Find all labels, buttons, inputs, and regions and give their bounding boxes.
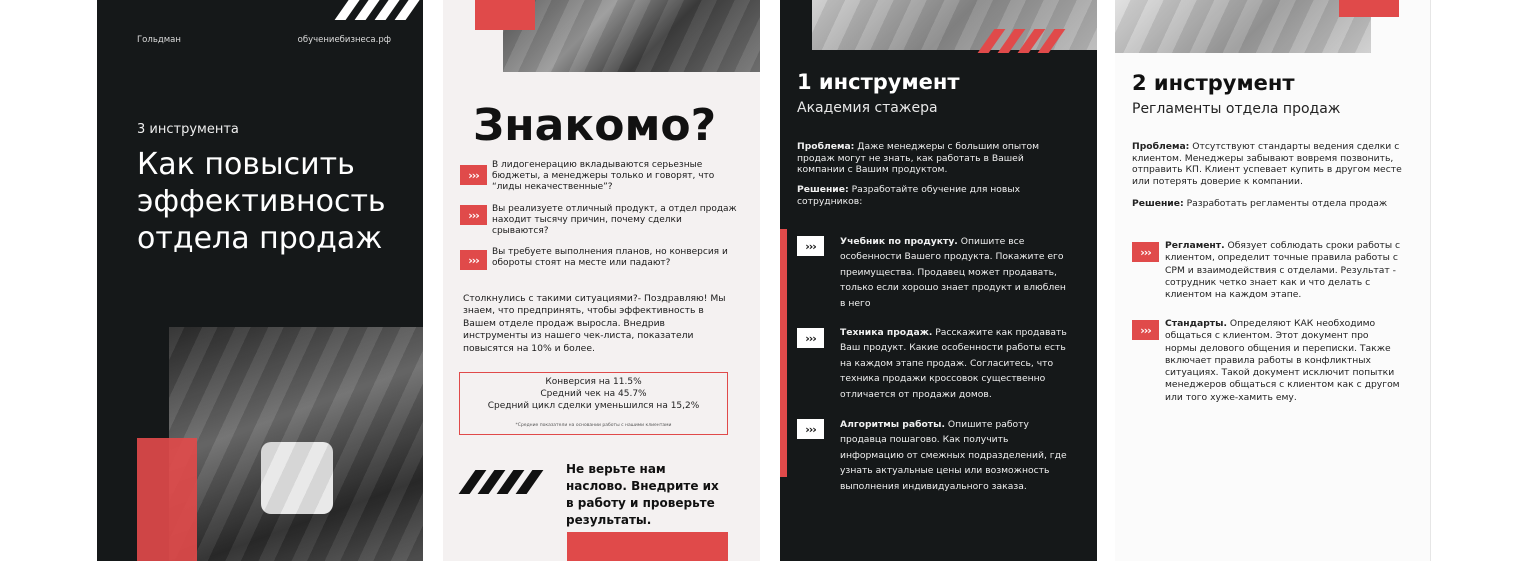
cta-text: Не верьте нам наслово. Внедрите их в работу и проверьте результаты. [566, 462, 719, 527]
bullet-text: В лидогенерацию вкладываются серьезные бюджеты, а менеджеры только и говорят, что “лиды некачественные”? [492, 160, 715, 192]
solution-text [1132, 198, 1405, 210]
cover-title-line: эффективность [137, 184, 386, 219]
cover-title-line: отдела продаж [137, 221, 383, 256]
red-accent-block [567, 532, 728, 561]
item-body: Определяют КАК необходимо общаться с клиентом. Этот документ про нормы делового общения и переписки. Также включает правила работы в конфликтных ситуациях. Такой документ исключит попытки менеджеров общаться с клиентом как с другом или того хуже-хамить ему. [1165, 318, 1400, 403]
problem-label: Проблема: [1132, 141, 1190, 152]
payment-terminal-photo [169, 327, 423, 561]
card-payment-photo [503, 0, 760, 72]
solution-label: Решение: [1132, 198, 1184, 209]
cover-panel [97, 0, 423, 561]
tool2-panel [1115, 0, 1431, 561]
arrow-icon: ››› [797, 236, 824, 256]
problem-body: Даже менеджеры с большим опытом продаж могут не знать, как работать в Вашей компании с Вашим продуктом. [797, 141, 1040, 176]
documents-photo [1115, 0, 1371, 53]
red-accent-bar [137, 438, 197, 561]
author-name: Гольдман [137, 35, 181, 45]
tool-subtitle: Академия стажера [797, 100, 938, 116]
arrow-icon: ››› [460, 165, 487, 185]
item-label: Учебник по продукту. [840, 236, 958, 247]
item-body: Опишите все особенности Вашего продукта. Покажите его преимущества. Продавец может продавать, только если хорошо знает продукт и влюблен в него [840, 236, 1066, 309]
stat-line: Средний чек на 45.7% [540, 389, 647, 399]
tool-item [1165, 240, 1401, 301]
item-label: Регламент. [1165, 240, 1225, 251]
card-reader-image [261, 442, 333, 514]
arrow-icon: ››› [1132, 242, 1159, 262]
tool-item [840, 234, 1068, 311]
familiar-heading: Знакомо? [473, 100, 717, 151]
stats-footnote: *Средние показатели на основании работы с нашими клиентами [515, 423, 672, 428]
problem-label: Проблема: [797, 141, 855, 152]
tool-item [840, 417, 1068, 494]
cover-kicker: 3 инструмента [137, 122, 239, 137]
stats-box [459, 372, 728, 435]
solution-body: Разработать регламенты отдела продаж [1183, 198, 1388, 209]
problem-text [1132, 141, 1405, 187]
bullet-text: Вы реализуете отличный продукт, а отдел продаж находит тысячу причин, почему сделки срываются? [492, 204, 737, 236]
tool1-panel [780, 0, 1097, 561]
familiar-panel [443, 0, 760, 561]
cover-title [137, 146, 386, 257]
item-body: Обязует соблюдать сроки работы с клиентом, определит точные правила работы с СРМ и взаимодействия с отделами. Результат - сотрудник четко знает как и что делать с клиентом на каждом этапе. [1165, 240, 1401, 301]
red-accent-block [1339, 0, 1399, 17]
item-label: Стандарты. [1165, 318, 1227, 329]
cover-title-line: Как повысить [137, 147, 355, 182]
item-body: Опишите работу продавца пошагово. Как получить информацию от смежных подразделений, где узнать актуальные цены или возможность выполнения индивидуального заказа. [840, 419, 1067, 492]
solution-label: Решение: [797, 184, 849, 195]
red-side-bar [780, 229, 787, 477]
stat-line: Конверсия на 11.5% [545, 377, 642, 387]
tool-title: 1 инструмент [797, 70, 960, 94]
arrow-icon: ››› [1132, 320, 1159, 340]
item-label: Алгоритмы работы. [840, 419, 945, 430]
stat-line: Средний цикл сделки уменьшился на 15,2% [487, 401, 700, 411]
arrow-icon: ››› [797, 419, 824, 439]
tool-subtitle: Регламенты отдела продаж [1132, 101, 1341, 117]
bullet-text: Вы требуете выполнения планов, но конверсия и обороты стоят на месте или падают? [492, 247, 728, 268]
arrow-icon: ››› [460, 205, 487, 225]
solution-body: Разработайте обучение для новых сотрудников: [797, 184, 1021, 207]
item-body: Расскажите как продавать Ваш продукт. Какие особенности работы есть на каждом этапе продаж. Согласитесь, что техника продажи кроссовок существенно отличается от продажи домов. [840, 327, 1067, 400]
solution-text [797, 184, 1067, 207]
item-label: Техника продаж. [840, 327, 933, 338]
tool-title: 2 инструмент [1132, 71, 1295, 95]
tool-item [840, 325, 1068, 402]
intro-paragraph: Столкнулись с такими ситуациями?- Поздравляю! Мы знаем, что предпринять, чтобы эффективность в Вашем отделе продаж выросла. Внедрив инструменты из нашего чек-листа, показатели повысятся на 10% и более. [463, 293, 726, 354]
problem-text [797, 141, 1067, 176]
red-accent-block [475, 0, 535, 30]
decor-stripe [395, 0, 423, 20]
problem-body: Отсутствуют стандарты ведения сделки с клиентом. Менеджеры забывают вовремя позвонить, отправить КП. Клиент успевает купить в другом месте или потерять доверие к компании. [1132, 141, 1402, 187]
tool-item [1165, 318, 1401, 404]
arrow-icon: ››› [797, 328, 824, 348]
arrow-icon: ››› [460, 250, 487, 270]
website-link[interactable]: обучениебизнеса.рф [297, 35, 391, 45]
